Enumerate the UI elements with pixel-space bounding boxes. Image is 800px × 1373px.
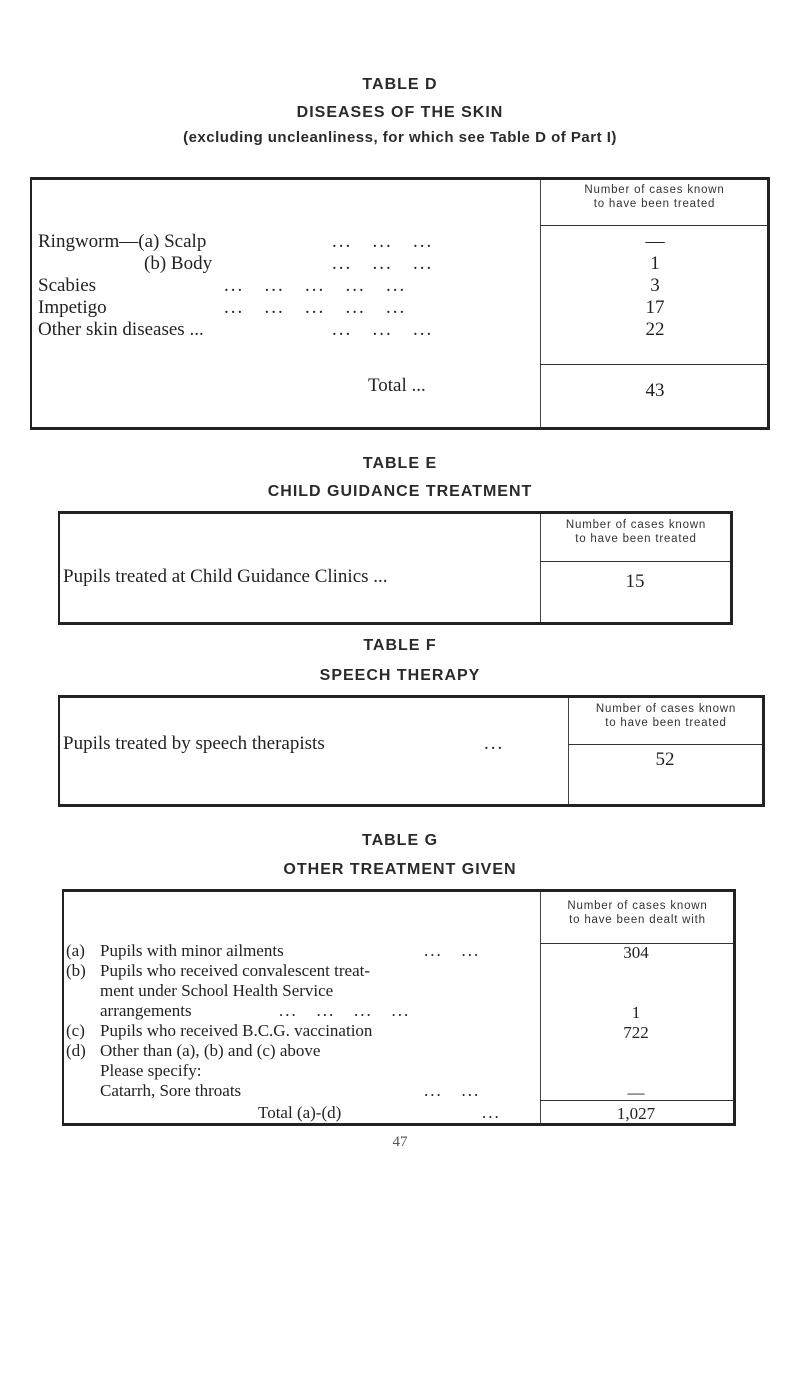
table-d-row-value: 17 (645, 297, 665, 318)
column-header: Number of cases known to have been treated (565, 519, 707, 545)
table-d-subtitle: DISEASES OF THE SKIN (296, 104, 504, 121)
column-header: Number of cases known to have been treated (595, 703, 737, 729)
table-e-subtitle: CHILD GUIDANCE TREATMENT (267, 483, 533, 500)
table-g-row-text: Pupils with minor ailments (100, 941, 284, 960)
table-e-title: TABLE E (362, 455, 438, 472)
table-d-title: TABLE D (362, 76, 438, 93)
table-d-total-value: 43 (645, 380, 665, 401)
leader-dots: ... ... ... (332, 319, 434, 340)
table-g-subtitle: OTHER TREATMENT GIVEN (283, 861, 517, 878)
leader-dots: ... ... (424, 941, 481, 960)
column-header: Number of cases known to have been dealt with (567, 900, 708, 926)
leader-dots: ... ... ... ... ... (224, 297, 407, 318)
table-f-row-value: 52 (655, 749, 675, 770)
header-rule (540, 561, 730, 562)
table-g-total-value: 1,027 (616, 1104, 656, 1123)
header-rule (540, 225, 767, 226)
leader-dots: ... ... (424, 1081, 481, 1100)
table-d-row-value: — (645, 231, 665, 252)
table-g-row-letter: (b) (66, 961, 86, 980)
table-g-row-value: 722 (623, 1023, 649, 1042)
column-header: Number of cases known to have been treated (584, 184, 725, 210)
table-e-row-value: 15 (625, 571, 645, 592)
table-d-row-label: (b) Body (144, 253, 213, 274)
table-d-note: (excluding uncleanliness, for which see Table D of Part I) (183, 129, 617, 146)
table-d-row-label: Impetigo (38, 297, 107, 318)
column-divider (540, 892, 541, 1123)
leader-dots: ... ... ... ... (279, 1001, 411, 1020)
column-divider (540, 180, 541, 427)
table-d-row-label: Scabies (38, 275, 97, 296)
table-g-row-value: 1 (631, 1003, 641, 1022)
table-g-row-text: Please specify: (100, 1061, 202, 1080)
leader-dots: ... ... ... (332, 231, 434, 252)
page-number: 47 (392, 1134, 408, 1150)
table-f-title: TABLE F (363, 637, 437, 654)
table-g-row-text: Catarrh, Sore throats (100, 1081, 242, 1100)
leader-dots: ... (482, 1103, 501, 1122)
table-g-row-letter: (d) (66, 1041, 86, 1060)
leader-dots: ... ... ... (332, 253, 434, 274)
table-g-title: TABLE G (361, 832, 439, 849)
total-rule (540, 364, 767, 365)
leader-dots: ... (484, 733, 505, 754)
table-d-row-label: Other skin diseases ... (38, 319, 204, 340)
table-f-row-label: Pupils treated by speech therapists (63, 733, 325, 754)
table-d-row-value: 1 (650, 253, 660, 274)
table-g-row-text: Pupils who received convalescent treat- (100, 961, 371, 980)
table-g-row-text: Other than (a), (b) and (c) above (100, 1041, 321, 1060)
table-d-row-label: Ringworm—(a) Scalp (38, 231, 207, 252)
table-e-row-label: Pupils treated at Child Guidance Clinics ... (63, 566, 388, 587)
table-g-row-text: Pupils who received B.C.G. vaccination (100, 1021, 373, 1040)
table-g-row-value: 304 (623, 943, 649, 962)
table-g-row-text: ment under School Health Service (100, 981, 334, 1000)
table-g-row-text: arrangements (100, 1001, 192, 1020)
table-d-row-value: 22 (645, 319, 665, 340)
total-rule (540, 1100, 733, 1101)
header-rule (568, 744, 762, 745)
table-g-total-label: Total (a)-(d) (258, 1103, 342, 1122)
leader-dots: ... ... ... ... ... (224, 275, 407, 296)
column-divider (568, 698, 569, 804)
table-d-total-label: Total ... (368, 375, 426, 396)
table-d-row-value: 3 (650, 275, 660, 296)
table-f-subtitle: SPEECH THERAPY (319, 667, 481, 684)
column-divider (540, 514, 541, 622)
table-g-row-value: — (627, 1083, 645, 1102)
table-g-row-letter: (a) (66, 941, 85, 960)
table-g-row-letter: (c) (66, 1021, 85, 1040)
